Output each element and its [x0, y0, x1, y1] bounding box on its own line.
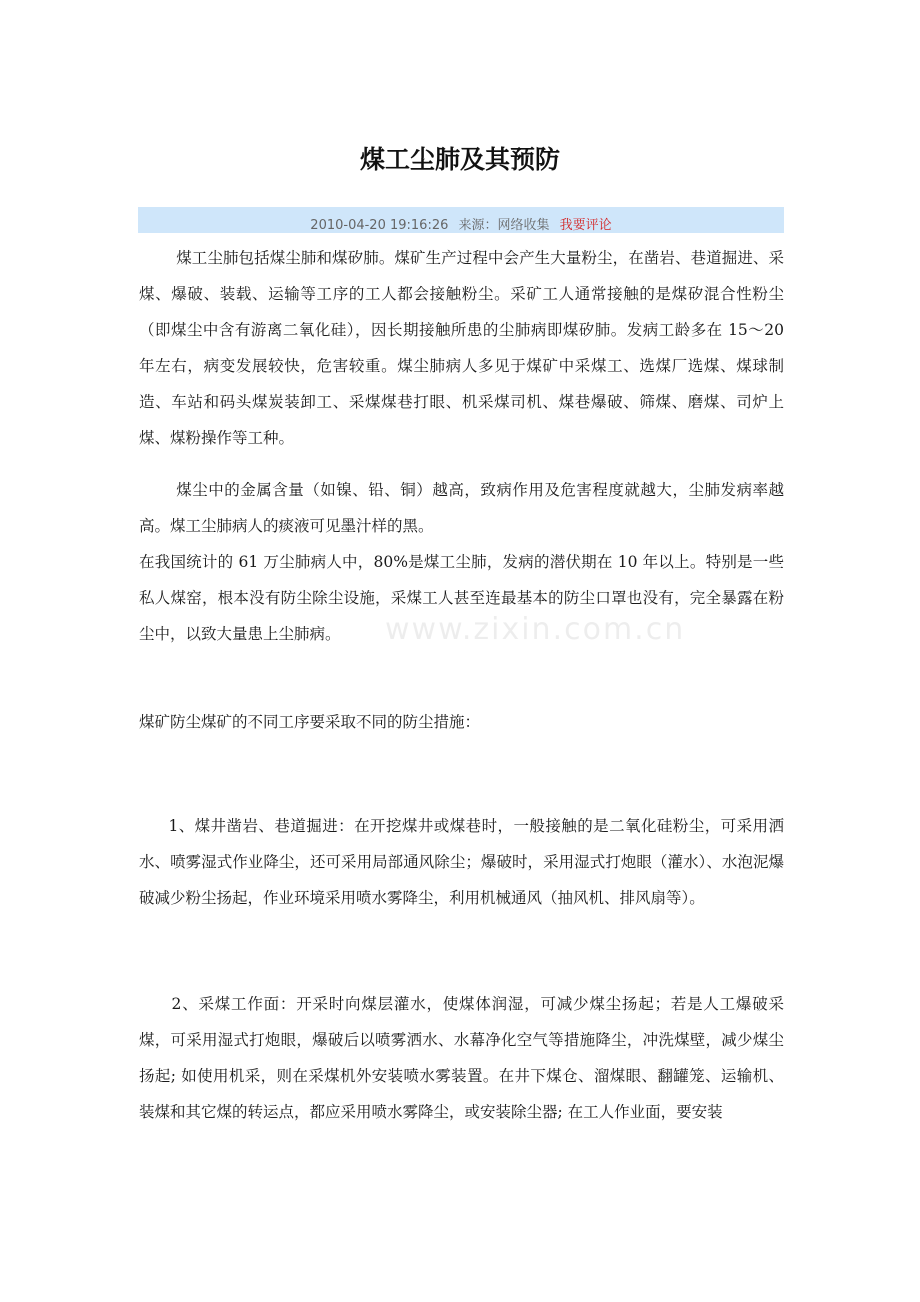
comment-link[interactable]: 我要评论 [559, 218, 612, 233]
publish-datetime: 2010-04-20 19:16:26 [310, 218, 449, 233]
paragraph-statistics: 在我国统计的 61 万尘肺病人中，80%是煤工尘肺，发病的潜伏期在 10 年以上。特别是一些私人煤窑，根本没有防尘除尘设施，采煤工人甚至连最基本的防尘口罩也没有，完全暴露在粉尘中，以致大量患上尘肺病。 [139, 553, 784, 643]
paragraph-intro: 煤工尘肺包括煤尘肺和煤矽肺。煤矿生产过程中会产生大量粉尘，在凿岩、巷道掘进、采煤、爆破、装载、运输等工序的工人都会接触粉尘。采矿工人通常接触的是煤矽混合性粉尘（即煤尘中含有游离二氧化硅），因长期接触所患的尘肺病即煤矽肺。发病工龄多在 15～20 年左右，病变发展较快，危害较重。煤尘肺病人多见于煤矿中采煤工、选煤厂选煤、煤球制造、车站和码头煤炭装卸工、采煤煤巷打眼、机采煤司机、煤巷爆破、筛煤、磨煤、司炉上煤、煤粉操作等工种。 [139, 249, 784, 447]
site-watermark: www.zixin.com.cn [385, 612, 686, 647]
article-meta-bar [138, 207, 784, 233]
paragraph-metal-content: 煤尘中的金属含量（如镍、铅、铜）越高，致病作用及危害程度就越大，尘肺发病率越高。煤工尘肺病人的痰液可见墨汁样的黑。 [139, 481, 784, 535]
article-body [139, 240, 784, 1130]
paragraph-gap [139, 916, 784, 986]
article-source: 来源：网络收集 [458, 218, 550, 233]
paragraph-measure-2: 2、采煤工作面：开采时向煤层灌水，使煤体润湿，可减少煤尘扬起；若是人工爆破采煤，可采用湿式打炮眼，爆破后以喷雾洒水、水幕净化空气等措施降尘，冲洗煤壁，减少煤尘扬起; 如使用机采，则在采煤机外安装喷水雾装置。在井下煤仓、溜煤眼、翻罐笼、运输机、装煤和其它煤的转运点，都应采用喷水雾降尘，或安装除尘器; 在工人作业面，要安装 [139, 995, 784, 1121]
article-title: 煤工尘肺及其预防 [359, 145, 560, 174]
paragraph-gap [139, 652, 784, 704]
paragraph-measure-1: 1、煤井凿岩、巷道掘进：在开挖煤井或煤巷时，一般接触的是二氧化硅粉尘，可采用洒水、喷雾湿式作业降尘，还可采用局部通风除尘；爆破时，采用湿式打炮眼（灌水）、水泡泥爆破减少粉尘扬起，作业环境采用喷水雾降尘，利用机械通风（抽风机、排风扇等）。 [139, 817, 784, 907]
paragraph-gap [139, 740, 784, 808]
paragraph-measures-intro: 煤矿防尘煤矿的不同工序要采取不同的防尘措施： [139, 713, 481, 731]
